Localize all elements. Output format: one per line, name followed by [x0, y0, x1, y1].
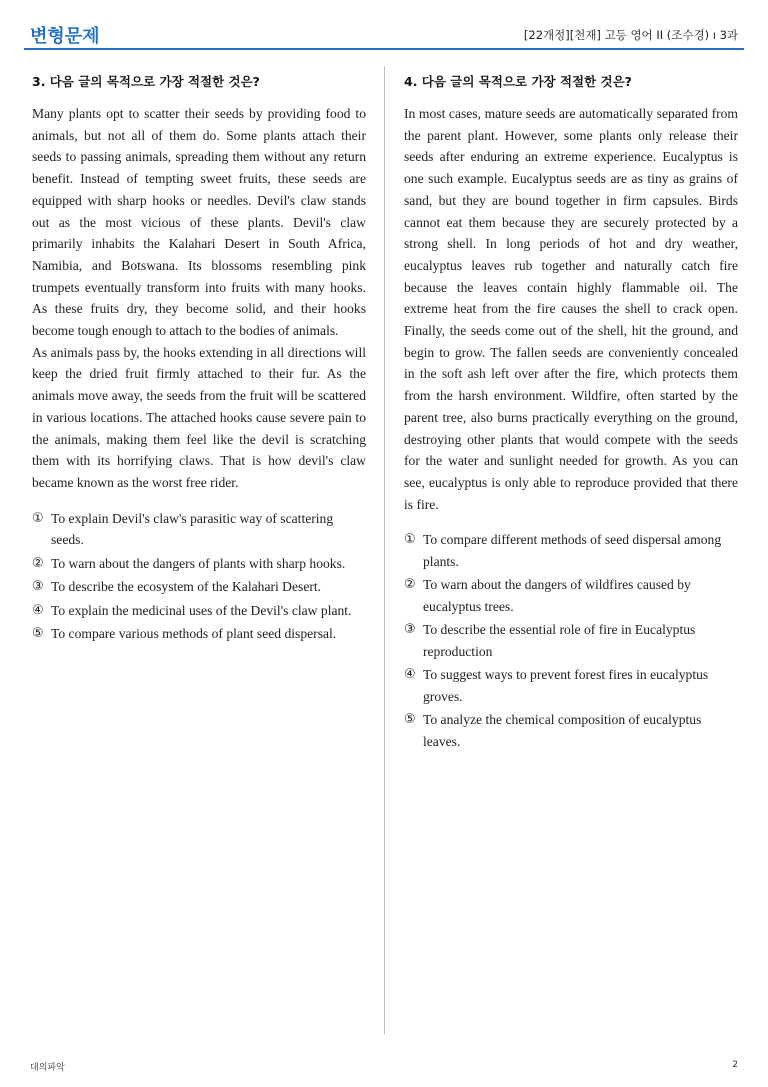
- question-3-paragraph-1: Many plants opt to scatter their seeds by providing food to animals, but not all of them do. Some plants attach their seeds to passing animals, spreading them without any return benefit. Instead of tempting sweet fruits, these seeds are equipped with sharp hooks or needles. Devil's claw stands out as the most vicious of these plants. Devil's claw primarily inhabits the Kalahari Desert in South Africa, Namibia, and Botswana. Its blossoms resembling pink trumpets eventually transform into fruits with many hooks. As these fruits dry, they become solid, and their hooks become tough enough to attach to the bodies of animals.: [32, 106, 366, 339]
- choice-number: ①: [404, 532, 416, 548]
- question-3: [32, 72, 366, 647]
- choice-text: To warn about the dangers of wildfires caused by eucalyptus trees.: [423, 577, 691, 614]
- question-3-paragraph-2: As animals pass by, the hooks extending in all directions will keep the dried fruit firmly attached to their fur. As the animals move away, the seeds from the fruit will be scattered in various locations. The attached hooks cause severe pain to the animals, making them feel like the devil is scratching them with its horrifying claws. That is how devil's claw became known as the worst free rider.: [32, 344, 366, 490]
- choice-item[interactable]: [404, 574, 738, 617]
- choice-number: ④: [32, 602, 44, 618]
- choice-text: To analyze the chemical composition of eucalyptus leaves.: [423, 712, 702, 749]
- choice-item[interactable]: [32, 600, 366, 622]
- page-number: 2: [732, 1060, 738, 1070]
- choice-number: ⑤: [32, 626, 44, 642]
- choice-text: To compare various methods of plant seed dispersal.: [51, 626, 337, 642]
- choice-text: To describe the essential role of fire in Eucalyptus reproduction: [423, 622, 696, 659]
- brand-title: 변형문제: [30, 26, 100, 47]
- choice-item[interactable]: [32, 623, 366, 645]
- choice-item[interactable]: [32, 576, 366, 598]
- footer-category: 대의파악: [30, 1063, 65, 1073]
- choice-number: ④: [404, 667, 416, 683]
- choice-item[interactable]: [404, 709, 738, 752]
- choice-text: To warn about the dangers of plants with sharp hooks.: [51, 555, 346, 571]
- question-3-choices: [32, 508, 366, 645]
- choice-item[interactable]: [404, 529, 738, 572]
- choice-number: ③: [404, 622, 416, 638]
- choice-text: To describe the ecosystem of the Kalahari Desert.: [51, 579, 322, 595]
- question-4-choices: [404, 529, 738, 752]
- choice-number: ③: [32, 579, 44, 595]
- question-4-title: 4. 다음 글의 목적으로 가장 적절한 것은?: [404, 74, 632, 89]
- choice-text: To explain Devil's claw's parasitic way of scattering seeds.: [51, 510, 334, 548]
- choice-text: To compare different methods of seed dispersal among plants.: [423, 532, 722, 569]
- choice-item[interactable]: [32, 553, 366, 575]
- choice-text: To explain the medicinal uses of the Devil's claw plant.: [51, 602, 352, 618]
- choice-item[interactable]: [32, 508, 366, 551]
- question-4-paragraph-1: In most cases, mature seeds are automatically separated from the parent plant. However, some plants only release their seeds after enduring an extreme experience. Eucalyptus is one such example. Eucalyptus seeds are as tiny as grains of sand, but they are bound together in firm capsules. Birds cannot eat them because they are securely protected by a strong shell. In long periods of hot and dry weather, eucalyptus leaves rub together and naturally catch fire because the leaves contain highly flammable oil. The extreme heat from the fire causes the shell to crack open. Finally, the seeds come out of the shell, hit the ground, and begin to grow. The fallen seeds are conveniently concealed in the soft ash left over after the fire, which protects them from the harsh environment. Wildfire, often started by the parent tree, also burns practically everything on the ground, destroying other plants that would compete with the seeds for the water and sunlight needed for growth. As you can see, eucalyptus is only able to reproduce provided that there is fire.: [404, 106, 738, 512]
- page-header: [24, 18, 744, 50]
- question-4: [404, 72, 738, 754]
- course-info: [22개정][천재] 고등 영어 II (조수경) ı 3과: [523, 28, 738, 42]
- choice-number: ①: [32, 510, 44, 526]
- question-3-title: 3. 다음 글의 목적으로 가장 적절한 것은?: [32, 74, 260, 89]
- choice-item[interactable]: [404, 619, 738, 662]
- choice-item[interactable]: [404, 664, 738, 707]
- column-divider: [384, 66, 385, 1034]
- choice-number: ②: [32, 555, 44, 571]
- choice-number: ⑤: [404, 712, 416, 728]
- choice-number: ②: [404, 577, 416, 593]
- choice-text: To suggest ways to prevent forest fires in eucalyptus groves.: [423, 667, 709, 704]
